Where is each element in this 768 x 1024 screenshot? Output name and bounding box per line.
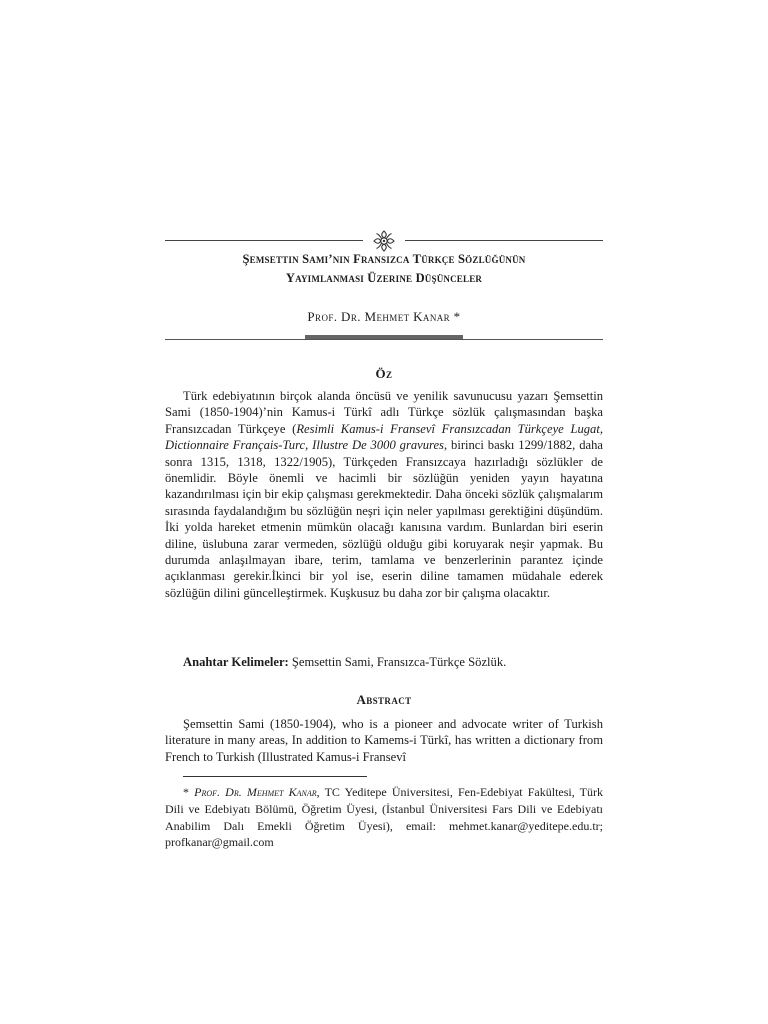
footnote-text: , TC Yeditepe Üniversitesi, Fen-Edebiyat Fakültesi, Türk Dili ve Edebiyatı Bölümü, Öğretim Üyesi, (İstanbul Üniversitesi Fars Dili ve Edebiyatı Anabilim Dalı Emekli Öğretim Üyesi), email: mehmet.kanar@yeditepe.edu.tr; profkanar@gmail.com [165,785,604,850]
title-line-1: Şemsettin Sami’nin Fransızca Türkçe Sözlüğünün [242,252,526,266]
abstract-text: Şemsettin Sami (1850-1904), who is a pioneer and advocate writer of Turkish literature in many areas, In addition to Kamems-i Türkî, has written a dictionary from French to Turkish (Illustrated Kamus-i Fransevî [165,717,603,764]
author-footnote-mark: * [450,309,461,324]
oz-heading: Öz [375,366,393,381]
abstract-heading: Abstract [356,692,412,707]
oz-text-part-1: Türk edebiyatının birçok alanda öncüsü ve yenilik savunucusu yazarı Şemsettin Sami (1850-1904)’nin Kamus-i Türkî adlı Türkçe sözlük çalışmasından başka Fransızcadan Türkçeye ( [165,389,603,436]
footnote [165,784,603,851]
article-title [165,250,603,288]
author-divider-thin [165,339,603,340]
footnote-author-name: Prof. Dr. Mehmet Kanar [194,785,317,799]
oz-italic-titles: Resimli Kamus-i Fransevî Fransızcadan Türkçeye Lugat, Dictionnaire Français-Turc, Illustre De 3000 gravures [165,421,603,453]
footnote-rule [183,776,367,777]
author-divider-thick [305,335,463,339]
author-name: Prof. Dr. Mehmet Kanar [307,309,451,324]
author-divider [165,335,603,341]
author-line [165,309,603,325]
keywords-value: Şemsettin Sami, Fransızca-Türkçe Sözlük. [288,655,507,669]
oz-paragraph [165,388,603,601]
title-line-2: Yayımlanması Üzerine Düşünceler [285,271,483,285]
keywords-line [165,654,603,670]
oz-text-part-2: , birinci baskı 1299/1882, daha sonra 1315, 1318, 1322/1905), Türkçeden Fransızcaya hazırladığı sözlükler de önemlidir. Böyle önemli ve hacimli bir sözlüğün yeniden yayın hayatına kazandırılması için bir ekip çalışması gerekmektedir. Daha önceki sözlük çalışmalarım sırasında faydalandığım bu sözlüğün neşri için neler yapılması gerektiğini düşündüm. İki yolda hareket etmenin mümkün olacağı kanısına vardım. Bunlardan biri eserin diline, üslubuna zarar vermeden, sözlüğü olduğu gibi koruyarak neşir yapmak. Bu durumda anlaşılmayan ibare, terim, tamlama ve benzerlerinin parantez içinde açıklanması gerekir.İkinci bir yol ise, eserin diline tamamen müdahale ederek sözlüğün dilini güncelleştirmek. Kuşkusuz bu daha zor bir çalışma olacaktır. [165,438,603,600]
header-rule-right [405,240,603,241]
header-rule-left [165,240,363,241]
keywords-label: Anahtar Kelimeler: [183,655,289,669]
footnote-mark: * [183,785,195,799]
abstract-paragraph [165,716,603,765]
